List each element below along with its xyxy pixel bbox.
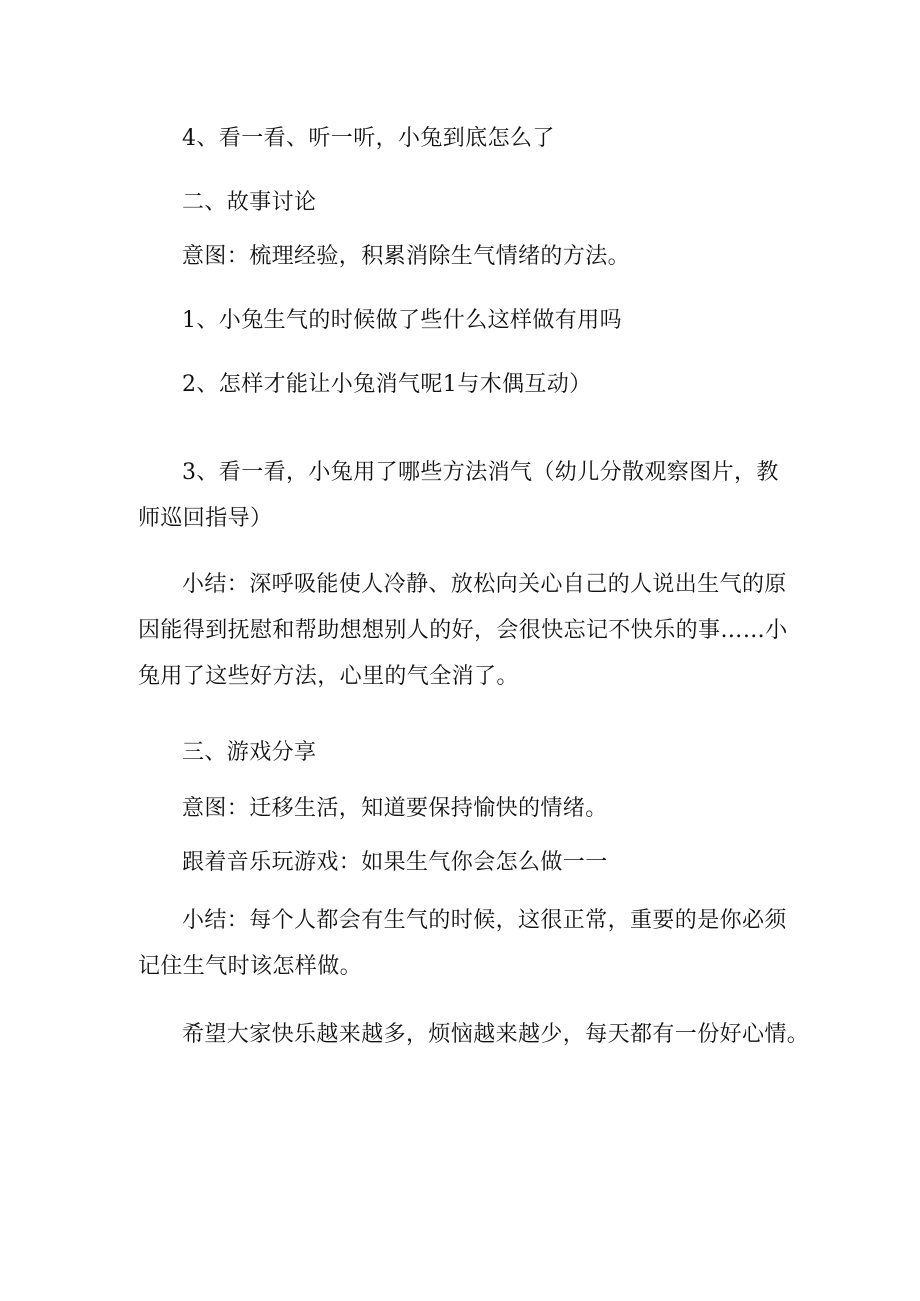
summary-two: 小结：每个人都会有生气的时候，这很正常，重要的是你必须记住生气时该怎样做。: [138, 908, 787, 979]
question-3: 3、看一看，小兔用了哪些方法消气（幼儿分散观察图片，教师巡回指导）: [138, 460, 779, 531]
closing-wish: 希望大家快乐越来越多，烦恼越来越少，每天都有一份好心情。: [182, 1022, 810, 1047]
section-two-intent: 意图：梳理经验，积累消除生气情绪的方法。: [182, 244, 631, 269]
section-three-intent: 意图：迁移生活，知道要保持愉快的情绪。: [182, 796, 608, 821]
question-2: 2、怎样才能让小兔消气呢1与木偶互动）: [182, 372, 592, 397]
question-1: 1、小兔生气的时候做了些什么这样做有用吗: [182, 308, 622, 333]
game-instruction: 跟着音乐玩游戏：如果生气你会怎么做一一: [182, 850, 608, 875]
section-two-heading: 二、故事讨论: [182, 190, 317, 215]
summary-one: 小结：深呼吸能使人冷静、放松向关心自己的人说出生气的原因能得到抚慰和帮助想想别人的好，会很快忘记不快乐的事……小兔用了这些好方法，心里的气全消了。: [138, 572, 788, 689]
step-4-line: 4、看一看、听一听，小兔到底怎么了: [182, 126, 555, 151]
section-three-heading: 三、游戏分享: [182, 740, 317, 765]
